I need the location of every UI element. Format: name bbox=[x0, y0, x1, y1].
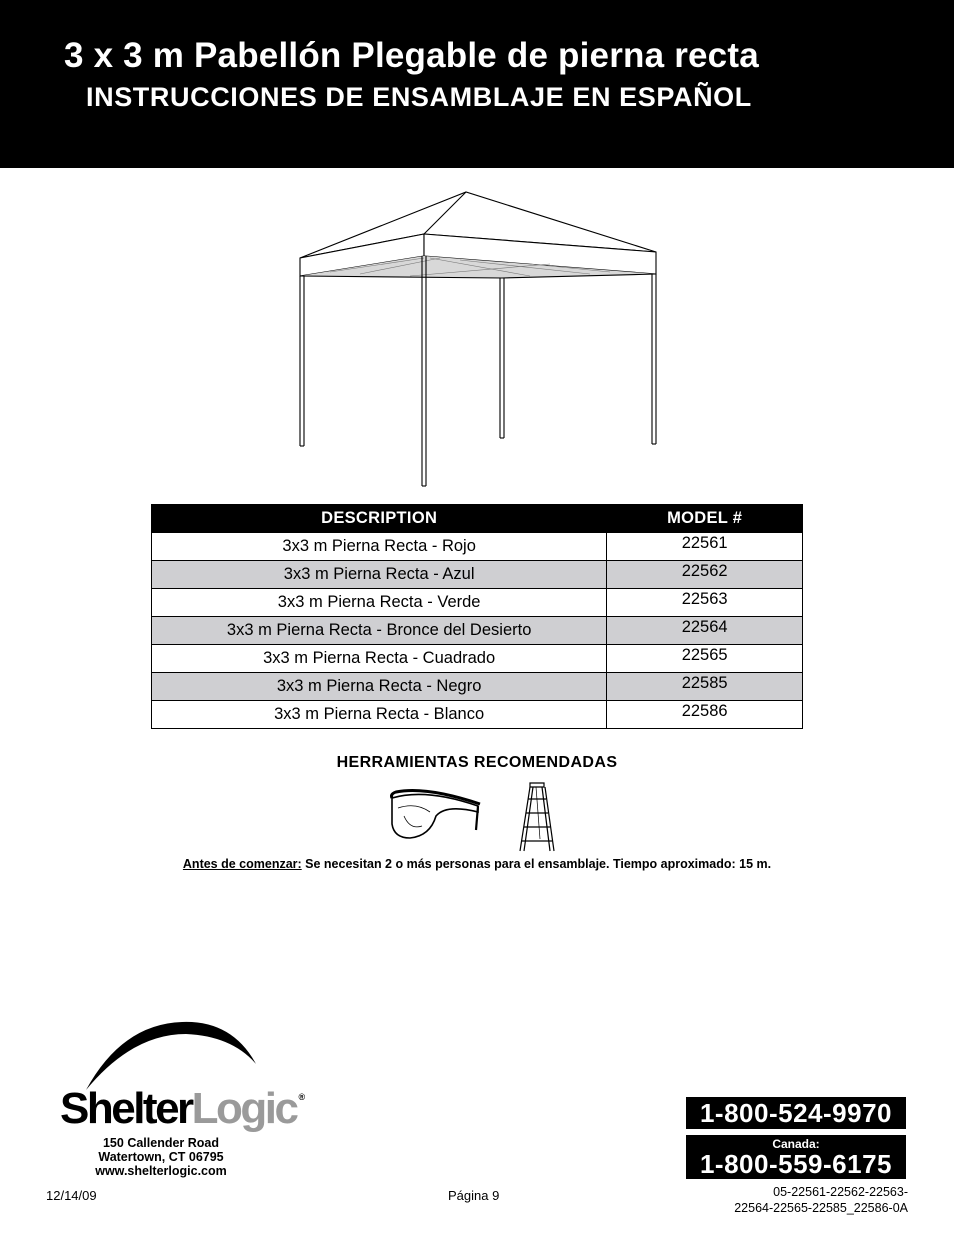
document-code: 05-22561-22562-22563- 22564-22565-22585_22586-0A bbox=[734, 1185, 908, 1215]
table-row bbox=[152, 617, 803, 645]
page-subtitle: INSTRUCCIONES DE ENSAMBLAJE EN ESPAÑOL bbox=[86, 82, 752, 112]
address-street: 150 Callender Road bbox=[102, 1136, 219, 1150]
document-date: 12/14/09 bbox=[46, 1188, 97, 1203]
table-row bbox=[152, 645, 803, 673]
column-header-model: MODEL # bbox=[607, 505, 803, 533]
phone-us: 1-800-524-9970 bbox=[686, 1097, 906, 1129]
safety-goggles-icon bbox=[386, 786, 482, 844]
table-row bbox=[152, 533, 803, 561]
model-table bbox=[151, 504, 803, 729]
row-description: 3x3 m Pierna Recta - Cuadrado bbox=[152, 645, 607, 673]
address-city: Watertown, CT 06795 bbox=[98, 1150, 224, 1164]
canada-label: Canada: bbox=[772, 1137, 820, 1151]
row-description: 3x3 m Pierna Recta - Negro bbox=[152, 673, 607, 701]
table-row bbox=[152, 701, 803, 729]
header-banner bbox=[0, 0, 954, 168]
row-description: 3x3 m Pierna Recta - Blanco bbox=[152, 701, 607, 729]
note-lead: Antes de comenzar: bbox=[182, 857, 302, 871]
shelterlogic-logo: ShelterLogic ® bbox=[60, 1084, 306, 1133]
company-address bbox=[60, 1136, 262, 1178]
row-description: 3x3 m Pierna Recta - Rojo bbox=[152, 533, 607, 561]
row-model: 22565 bbox=[607, 645, 803, 673]
column-header-description: DESCRIPTION bbox=[152, 505, 607, 533]
table-row bbox=[152, 589, 803, 617]
row-model: 22561 bbox=[607, 533, 803, 561]
row-model: 22564 bbox=[607, 617, 803, 645]
phone-canada-box bbox=[686, 1135, 906, 1179]
row-description: 3x3 m Pierna Recta - Bronce del Desierto bbox=[152, 617, 607, 645]
table-row bbox=[152, 561, 803, 589]
table-header-row bbox=[152, 505, 803, 533]
canopy-illustration bbox=[290, 186, 670, 492]
note-text: Se necesitan 2 o más personas para el ensamblaje. Tiempo aproximado: 15 m. bbox=[301, 857, 772, 871]
row-model: 22563 bbox=[607, 589, 803, 617]
row-description: 3x3 m Pierna Recta - Azul bbox=[152, 561, 607, 589]
tools-heading: HERRAMIENTAS RECOMENDADAS bbox=[336, 754, 618, 771]
table-row bbox=[152, 673, 803, 701]
shelterlogic-arc-icon bbox=[82, 1020, 258, 1092]
row-description: 3x3 m Pierna Recta - Verde bbox=[152, 589, 607, 617]
row-model: 22562 bbox=[607, 561, 803, 589]
row-model: 22585 bbox=[607, 673, 803, 701]
before-starting-note bbox=[0, 857, 954, 871]
company-website: www.shelterlogic.com bbox=[95, 1164, 227, 1178]
page-number: Página 9 bbox=[448, 1188, 500, 1203]
phone-canada: 1-800-559-6175 bbox=[699, 1149, 893, 1179]
step-ladder-icon bbox=[514, 779, 560, 853]
row-model: 22586 bbox=[607, 701, 803, 729]
page-title: 3 x 3 m Pabellón Plegable de pierna recta bbox=[64, 36, 759, 75]
